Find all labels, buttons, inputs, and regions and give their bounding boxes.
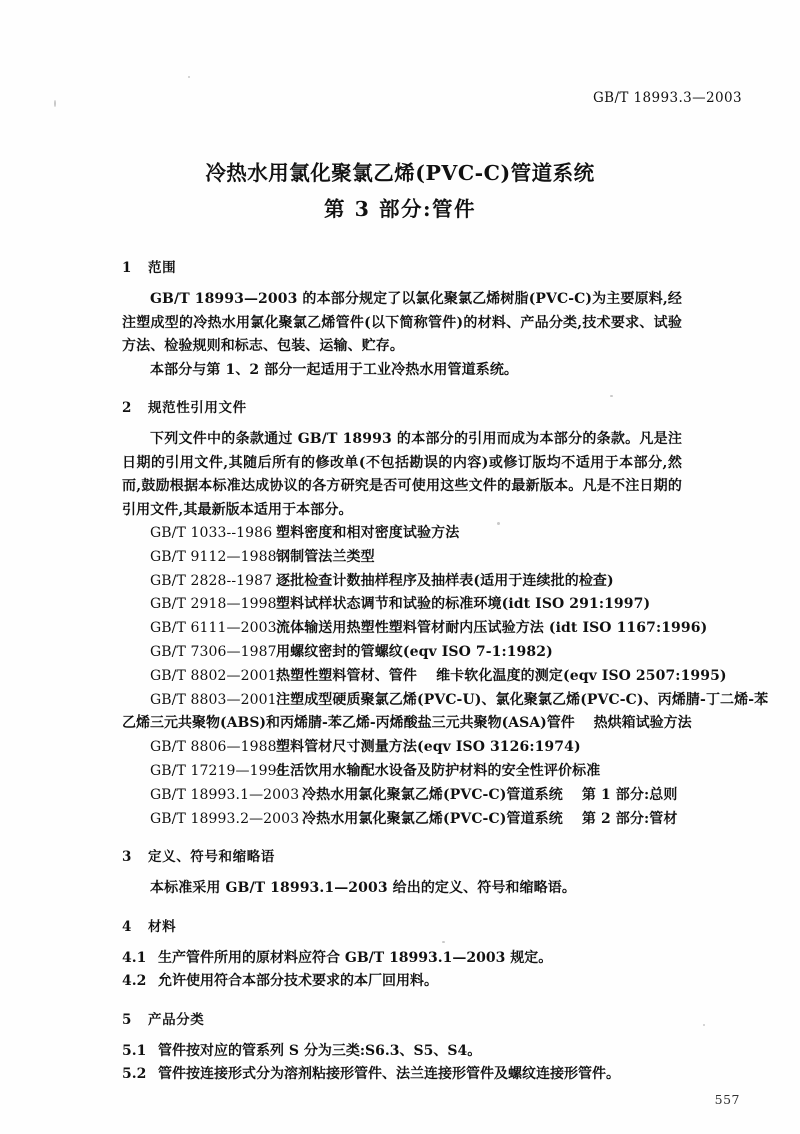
reference-code: GB/T 18993.1—2003 — [150, 786, 300, 803]
reference-code: GB/T 8803—2001 — [150, 691, 277, 708]
clause-2-paragraph-1: 下列文件中的条款通过 GB/T 18993 的本部分的引用而成为本部分的条款。凡是注日期的引用文件,其随后所有的修改单(不包括勘误的内容)或修订版均不适用于本部分,然而,鼓励根据本标准达成协议的各方研究是否可使用这些文件的最新版本。凡是不注日期的引用文件,其最新版本适用于本部分。 — [122, 431, 682, 518]
reference-title: 注塑成型硬质聚氯乙烯(PVC-U)、氯化聚氯乙烯(PVC-C)、丙烯腈-丁二烯-苯 — [276, 691, 769, 708]
reference-title: 冷热水用氯化聚氯乙烯(PVC-C)管道系统 第 1 部分:总则 — [302, 786, 678, 803]
reference-item — [122, 617, 708, 641]
subclause-item — [122, 947, 682, 971]
clause-number-4: 4 — [122, 918, 132, 935]
reference-title: 钢制管法兰类型 — [276, 548, 375, 565]
clause-heading-5 — [122, 1010, 682, 1030]
reference-item — [122, 593, 682, 617]
reference-code: GB/T 1033--1986 — [150, 525, 273, 541]
reference-item — [122, 546, 682, 570]
clause-number-3: 3 — [122, 849, 132, 866]
reference-code: GB/T 2918—1998 — [150, 596, 277, 613]
scan-speckle — [703, 1024, 705, 1026]
subclause-number: 5.2 — [122, 1066, 147, 1083]
clause-heading-2 — [122, 398, 682, 418]
title-line-1: 冷热水用氯化聚氯乙烯(PVC-C)管道系统 — [205, 161, 595, 185]
subclause-item — [122, 1040, 682, 1064]
subclause-number: 5.1 — [122, 1042, 147, 1059]
reference-item — [122, 570, 682, 594]
title-line-2: 第 3 部分:管件 — [323, 197, 477, 221]
subclause-item — [122, 1063, 682, 1087]
reference-item — [122, 808, 682, 832]
clause-title-4: 材料 — [148, 918, 177, 935]
subclause-text: 生产管件所用的原材料应符合 GB/T 18993.1—2003 规定。 — [158, 949, 553, 966]
clause-number-2: 2 — [122, 400, 132, 416]
scan-speckle — [188, 76, 190, 78]
subclause-number: 4.2 — [122, 973, 147, 990]
reference-code: GB/T 7306—1987 — [150, 643, 277, 660]
reference-code: GB/T 8806—1988 — [150, 739, 277, 756]
subclause-item — [122, 970, 682, 994]
reference-code: GB/T 18993.2—2003 — [150, 810, 300, 827]
subclause-number: 4.1 — [122, 949, 147, 966]
reference-code: GB/T 8802—2001 — [150, 667, 277, 684]
clause-1-paragraph-1: GB/T 18993—2003 的本部分规定了以氯化聚氯乙烯树脂(PVC-C)为主要原料,经注塑成型的冷热水用氯化聚氯乙烯管件(以下简称管件)的材料、产品分类,技术要求、试验方法、检验规则和标志、包装、运输、贮存。 — [122, 291, 682, 354]
clause-1-paragraph-2: 本部分与第 1、2 部分一起适用于工业冷热水用管道系统。 — [150, 361, 519, 378]
clause-heading-4 — [122, 917, 682, 937]
clause-title-5: 产品分类 — [148, 1011, 205, 1028]
subclause-text: 管件按对应的管系列 S 分为三类:S6.3、S5、S4。 — [158, 1042, 482, 1059]
reference-code: GB/T 17219—1998 — [150, 762, 286, 779]
running-head-standard-id: GB/T 18993.3—2003 — [592, 90, 742, 106]
clause-number-1: 1 — [122, 260, 132, 276]
reference-item — [122, 760, 682, 784]
reference-title: 流体输送用热塑性塑料管材耐内压试验方法 (idt ISO 1167:1996) — [276, 620, 708, 637]
clause-heading-1 — [122, 258, 682, 278]
clause-number-5: 5 — [122, 1011, 132, 1028]
reference-code: GB/T 6111—2003 — [150, 620, 277, 637]
clause-title-3: 定义、符号和缩略语 — [148, 849, 275, 866]
clause-3-paragraph-1: 本标准采用 GB/T 18993.1—2003 给出的定义、符号和缩略语。 — [150, 880, 576, 897]
reference-item — [122, 736, 682, 760]
subclause-text: 管件按连接形式分为溶剂粘接形管件、法兰连接形管件及螺纹连接形管件。 — [158, 1066, 620, 1083]
reference-item — [122, 522, 682, 546]
reference-code: GB/T 9112—1988 — [150, 548, 277, 565]
scan-speckle — [54, 100, 56, 107]
normative-references-list — [122, 522, 769, 831]
document-title — [0, 158, 800, 224]
subclause-text: 允许使用符合本部分技术要求的本厂回用料。 — [158, 973, 438, 990]
reference-title: 热塑性塑料管材、管件 维卡软化温度的测定(eqv ISO 2507:1995) — [276, 667, 727, 684]
reference-item — [122, 689, 769, 713]
reference-item — [122, 665, 727, 689]
reference-title: 逐批检查计数抽样程序及抽样表(适用于连续批的检查) — [276, 572, 614, 589]
reference-item — [122, 641, 682, 665]
reference-code: GB/T 2828--1987 — [150, 572, 273, 589]
clause-title-1: 范围 — [148, 260, 177, 276]
page-number: 557 — [714, 1092, 740, 1107]
reference-title: 冷热水用氯化聚氯乙烯(PVC-C)管道系统 第 2 部分:管材 — [302, 810, 678, 827]
reference-item — [122, 784, 682, 808]
reference-title: 用螺纹密封的管螺纹(eqv ISO 7-1:1982) — [276, 643, 553, 660]
reference-title: 塑料试样状态调节和试验的标准环境(idt ISO 291:1997) — [276, 596, 651, 613]
clause-heading-3 — [122, 847, 682, 867]
reference-title-continuation: 乙烯三元共聚物(ABS)和丙烯腈-苯乙烯-丙烯酸盐三元共聚物(ASA)管件 热烘箱试验方法 — [122, 715, 692, 732]
clause-title-2: 规范性引用文件 — [148, 400, 247, 416]
reference-title: 生活饮用水输配水设备及防护材料的安全性评价标准 — [276, 762, 601, 779]
reference-title: 塑料密度和相对密度试验方法 — [276, 525, 460, 541]
document-body — [122, 258, 769, 1087]
reference-title: 塑料管材尺寸测量方法(eqv ISO 3126:1974) — [276, 739, 581, 756]
